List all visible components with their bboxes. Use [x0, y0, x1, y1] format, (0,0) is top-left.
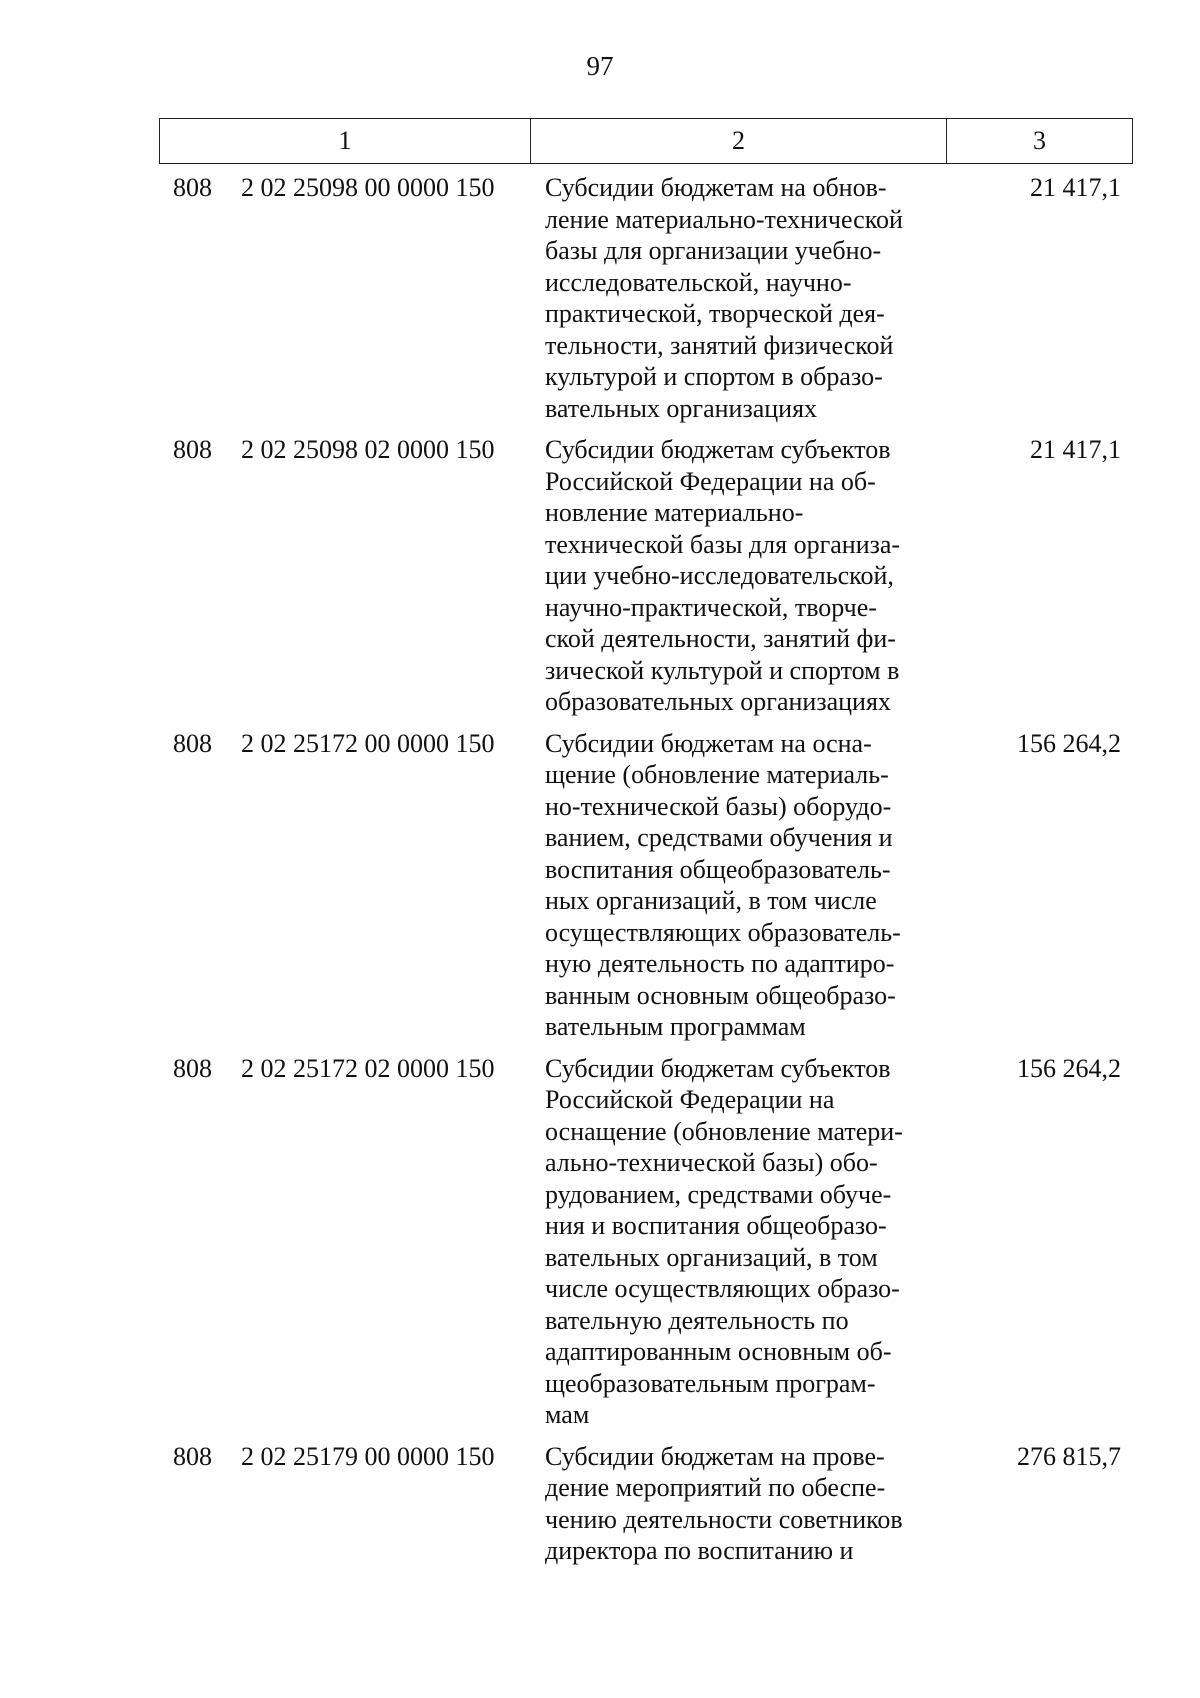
admin-code: 808	[173, 435, 212, 464]
column-header-3: 3	[1033, 126, 1046, 155]
table-row	[159, 1053, 1133, 1431]
admin-code: 808	[173, 728, 212, 758]
amount: 276 815,7	[1017, 1441, 1121, 1471]
page-number: 97	[586, 51, 614, 81]
table-row	[159, 434, 1133, 718]
amount: 21 417,1	[1030, 435, 1121, 464]
amount: 156 264,2	[1017, 1053, 1121, 1083]
amount: 156 264,2	[1017, 728, 1121, 758]
table-header	[159, 118, 1133, 164]
table-row	[159, 1441, 1133, 1567]
budget-code: 2 02 25179 00 0000 150	[241, 1441, 495, 1471]
budget-code: 2 02 25098 02 0000 150	[241, 435, 495, 464]
table-row	[159, 172, 1133, 424]
admin-code: 808	[173, 1441, 212, 1471]
income-description: Субсидии бюджетам на осна- щение (обновление материаль- но-технической базы) оборудо- ванием, средствами обучения и воспитания общеобразователь- ных организаций, в том числе осуществляющих образователь- ную деятельность по адаптиро- ванным основным общеобразо- вательным программам	[545, 728, 901, 1041]
budget-code: 2 02 25172 02 0000 150	[241, 1053, 495, 1083]
table-row	[159, 728, 1133, 1043]
table-body	[159, 172, 1133, 1577]
amount: 21 417,1	[1030, 173, 1121, 202]
income-description: Субсидии бюджетам на обнов- ление материально-технической базы для организации учебно- исследовательской, научно- практической, творческой дея- тельности, занятий физической культурой и спортом в образо- вательных организациях	[545, 173, 903, 423]
income-description: Субсидии бюджетам субъектов Российской Федерации на об- новление материально- технической базы для организа- ции учебно-исследовательской, научно-практической, творче- ской деятельности, занятий фи- зической культурой и спортом в образовательных организациях	[545, 435, 901, 716]
income-description: Субсидии бюджетам субъектов Российской Федерации на оснащение (обновление матери- ально-технической базы) обо- рудованием, средствами обуче- ния и воспитания общеобразо- вательных организаций, в том числе осуществляющих образо- вательную деятельность по адаптированным основным об- щеобразовательным програм- мам	[545, 1053, 903, 1429]
budget-code: 2 02 25172 00 0000 150	[241, 728, 495, 758]
income-description: Субсидии бюджетам на прове- дение мероприятий по обеспе- чению деятельности советников директора по воспитанию и	[545, 1441, 903, 1565]
admin-code: 808	[173, 173, 212, 202]
column-header-1: 1	[160, 119, 531, 163]
column-header-2: 2	[531, 119, 947, 163]
budget-code: 2 02 25098 00 0000 150	[241, 173, 495, 202]
admin-code: 808	[173, 1053, 212, 1083]
